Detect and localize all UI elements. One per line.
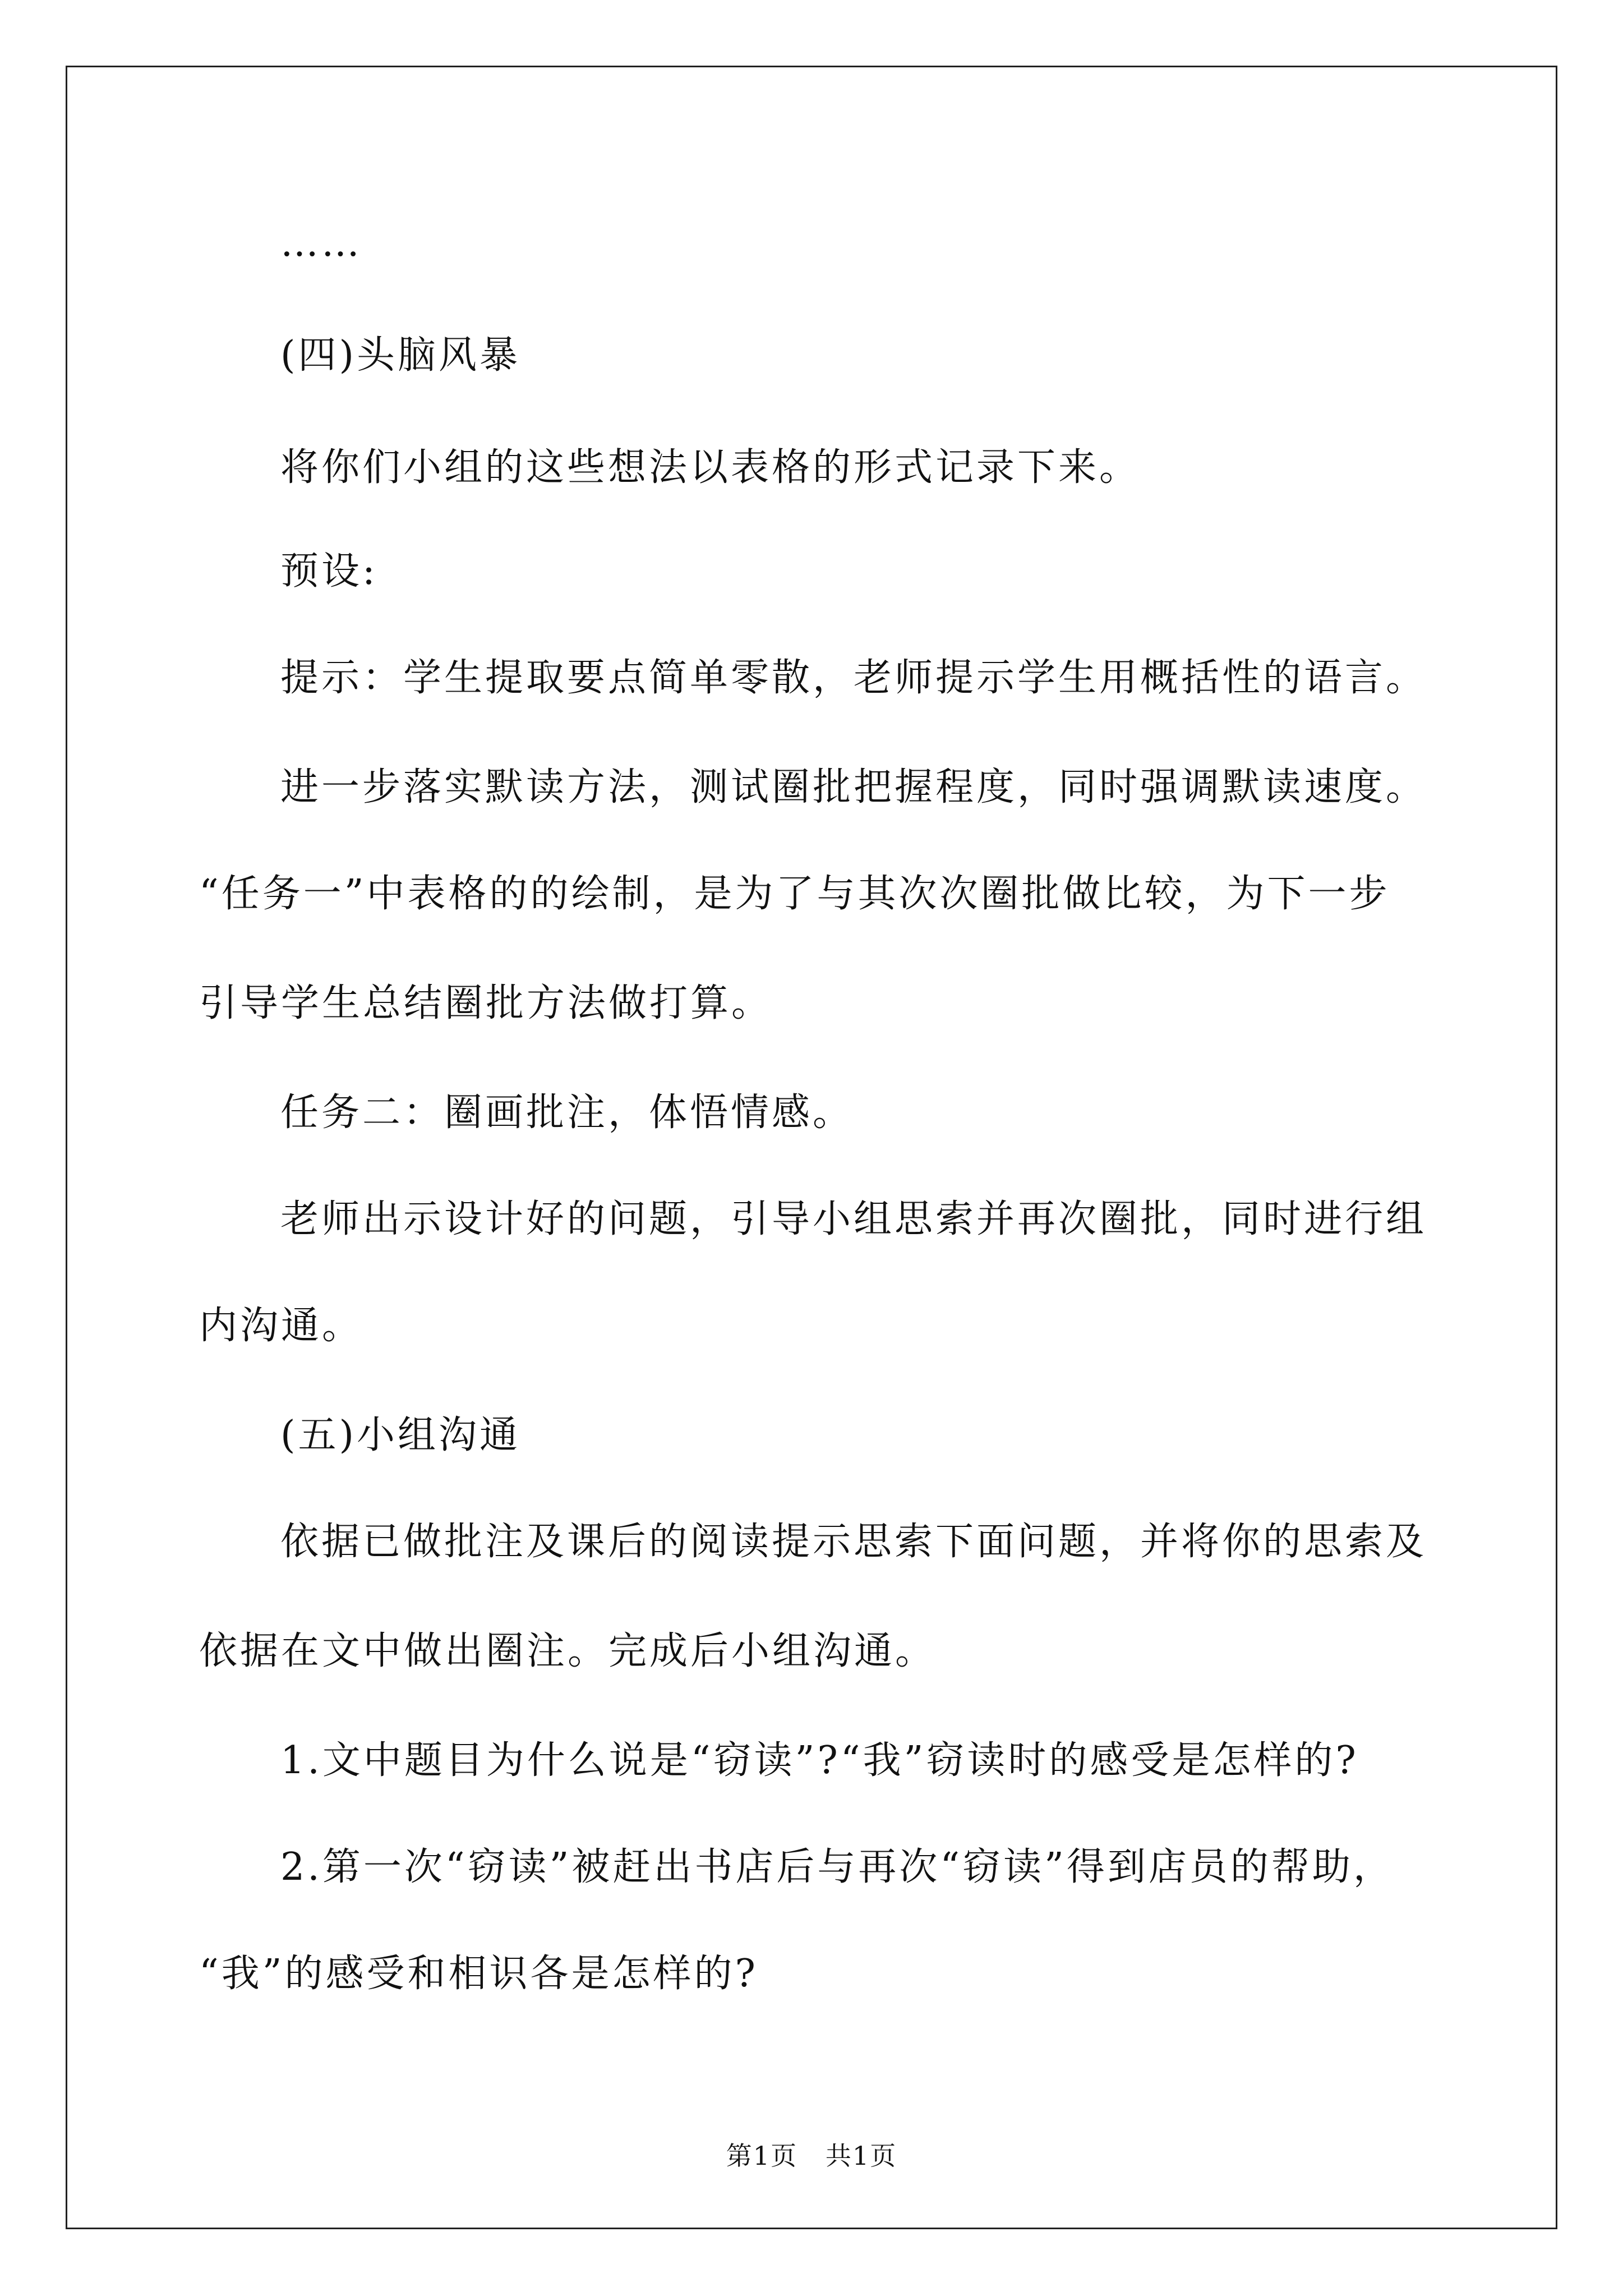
- ellipsis-line: ……: [280, 221, 362, 265]
- paragraph: 依据已做批注及课后的阅读提示思索下面问题，并将你的思索及: [280, 1520, 1427, 1564]
- paragraph-continuation: 依据在文中做出圈注。完成后小组沟通。: [199, 1629, 937, 1673]
- section-heading-group-communication: (五)小组沟通: [280, 1413, 521, 1457]
- paragraph: 老师出示设计好的问题，引导小组思索并再次圈批，同时进行组: [280, 1197, 1427, 1241]
- question-item: 1.文中题目为什么说是“窃读”?“我”窃读时的感受是怎样的?: [280, 1738, 1359, 1783]
- question-item: 2.第一次“窃读”被赶出书店后与再次“窃读”得到店员的帮助，: [280, 1845, 1394, 1889]
- paragraph: 提示：学生提取要点简单零散，老师提示学生用概括性的语言。: [280, 656, 1427, 700]
- paragraph: 进一步落实默读方法，测试圈批把握程度，同时强调默读速度。: [280, 765, 1427, 809]
- page-border: [66, 66, 1557, 2229]
- task-heading: 任务二：圈画批注，体悟情感。: [280, 1091, 854, 1135]
- paragraph: 将你们小组的这些想法以表格的形式记录下来。: [280, 445, 1141, 490]
- page-number-footer: 第1页 共1页: [726, 2141, 897, 2171]
- section-heading-brainstorm: (四)头脑风暴: [280, 333, 521, 378]
- paragraph-continuation: 引导学生总结圈批方法做打算。: [199, 981, 773, 1025]
- paragraph-preset-label: 预设:: [280, 549, 378, 593]
- paragraph-continuation: 内沟通。: [199, 1304, 363, 1348]
- paragraph: “任务一”中表格的的绘制，是为了与其次次圈批做比较，为下一步: [199, 872, 1390, 916]
- question-continuation: “我”的感受和相识各是怎样的?: [199, 1952, 758, 1996]
